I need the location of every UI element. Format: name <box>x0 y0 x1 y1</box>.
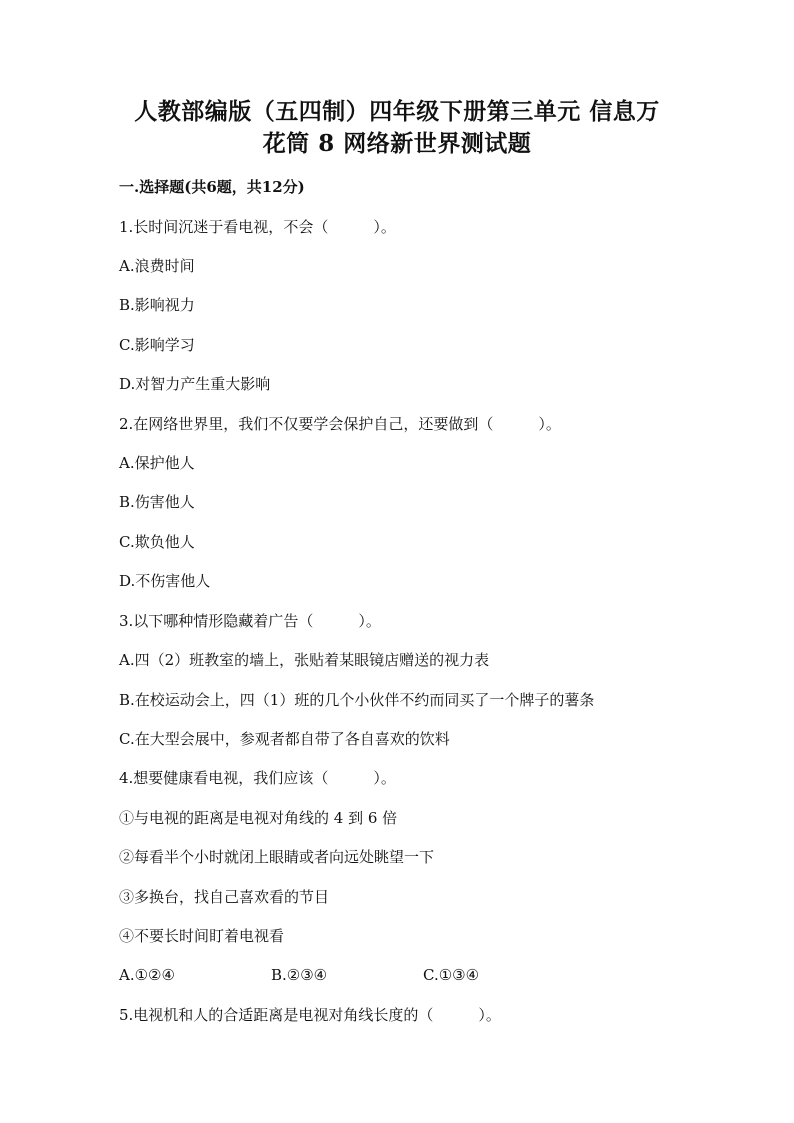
question-4-option-b: B.②③④ <box>271 966 328 984</box>
question-3-stem: 3.以下哪种情形隐藏着广告（ ）。 <box>119 612 381 630</box>
question-1-stem: 1.长时间沉迷于看电视，不会（ ）。 <box>119 218 396 236</box>
question-2-option-c: C.欺负他人 <box>119 533 195 551</box>
question-3-option-b: B.在校运动会上，四（1）班的几个小伙伴不约而同买了一个牌子的薯条 <box>119 691 595 709</box>
page-title-line-1: 人教部编版（五四制）四年级下册第三单元 信息万 <box>134 98 660 125</box>
question-4-item-2: ②每看半个小时就闭上眼睛或者向远处眺望一下 <box>119 848 435 866</box>
question-1-option-c: C.影响学习 <box>119 336 195 354</box>
question-3-option-c: C.在大型会展中，参观者都自带了各自喜欢的饮料 <box>119 730 450 748</box>
question-4-option-c: C.①③④ <box>423 966 480 984</box>
page-title-line-2: 花筒 8 网络新世界测试题 <box>262 130 532 157</box>
question-5-stem: 5.电视机和人的合适距离是电视对角线长度的（ ）。 <box>119 1006 501 1024</box>
question-1-option-a: A.浪费时间 <box>119 257 195 275</box>
question-1-option-b: B.影响视力 <box>119 296 195 314</box>
question-2-stem: 2.在网络世界里，我们不仅要学会保护自己，还要做到（ ）。 <box>119 415 561 433</box>
question-2-option-d: D.不伤害他人 <box>119 572 211 590</box>
question-3-option-a: A.四（2）班教室的墙上，张贴着某眼镜店赠送的视力表 <box>119 651 490 669</box>
question-4-stem: 4.想要健康看电视，我们应该（ ）。 <box>119 769 396 787</box>
question-2-option-a: A.保护他人 <box>119 454 195 472</box>
question-2-option-b: B.伤害他人 <box>119 493 195 511</box>
question-4-option-a: A.①②④ <box>119 966 175 984</box>
question-1-option-d: D.对智力产生重大影响 <box>119 375 271 393</box>
question-4-item-3: ③多换台，找自己喜欢看的节目 <box>119 888 330 906</box>
section-heading: 一.选择题(共6题，共12分) <box>119 178 305 196</box>
question-4-options <box>119 965 619 985</box>
question-4-item-4: ④不要长时间盯着电视看 <box>119 927 285 945</box>
question-4-item-1: ①与电视的距离是电视对角线的 4 到 6 倍 <box>119 809 398 827</box>
